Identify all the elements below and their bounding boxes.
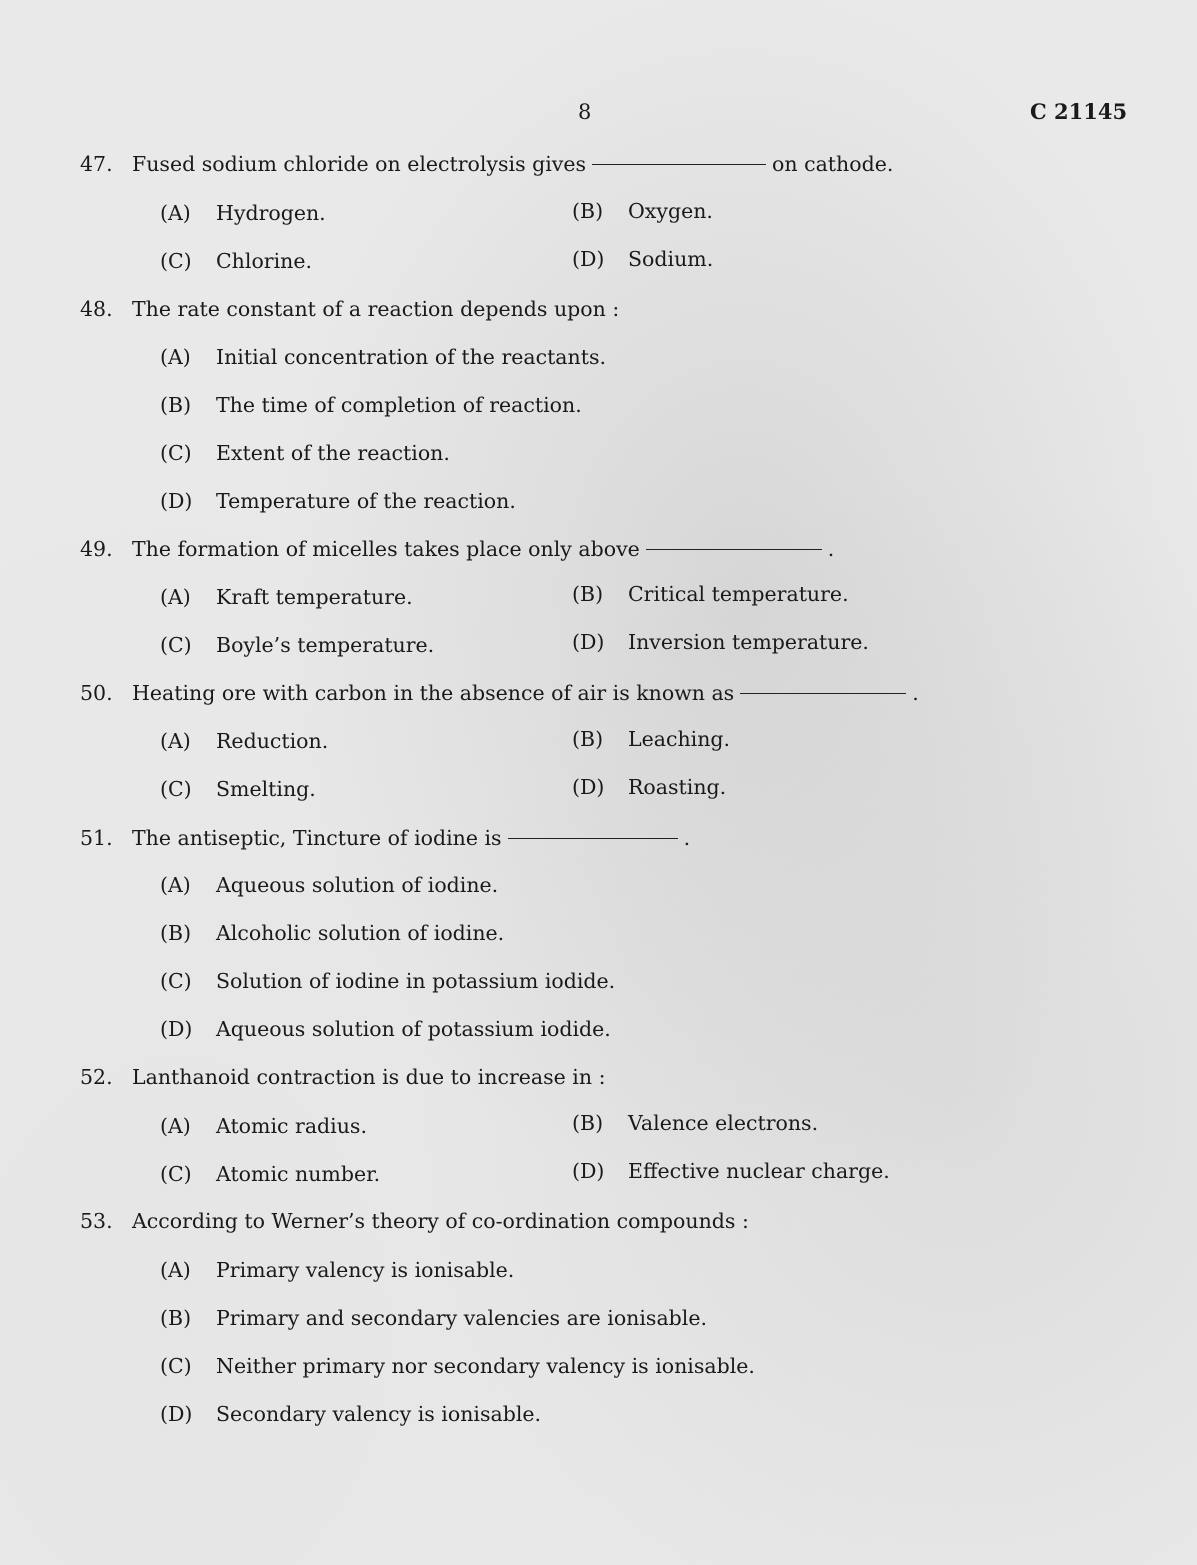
option-d [160, 1017, 611, 1041]
option-text: Boyle’s temperature. [216, 633, 435, 657]
option-text: Chlorine. [216, 249, 312, 273]
option-label: (D) [160, 1017, 193, 1041]
option-a [160, 873, 498, 897]
option-d [572, 247, 713, 271]
option-d [160, 489, 516, 513]
question-number: 49. [80, 537, 113, 561]
question-text: According to Werner’s theory of co-ordination compounds : [132, 1209, 749, 1233]
question-text: Lanthanoid contraction is due to increase in : [132, 1065, 606, 1089]
option-a [160, 729, 328, 753]
question-number: 52. [80, 1065, 113, 1089]
option-text: Effective nuclear charge. [628, 1159, 890, 1183]
option-text: Reduction. [216, 729, 329, 753]
option-c [160, 969, 615, 993]
question-number: 47. [80, 152, 113, 176]
option-d [572, 1159, 890, 1183]
option-label: (B) [160, 393, 192, 417]
option-text: Kraft temperature. [216, 585, 413, 609]
option-label: (B) [160, 1306, 192, 1330]
option-b [572, 727, 730, 751]
option-b [572, 1111, 818, 1135]
option-label: (A) [160, 201, 191, 225]
option-label: (A) [160, 1258, 191, 1282]
option-label: (A) [160, 729, 191, 753]
answer-blank [740, 692, 906, 694]
question-text: Heating ore with carbon in the absence of air is known as [132, 681, 735, 705]
question-50 [80, 681, 919, 705]
option-c [160, 1162, 380, 1186]
option-label: (C) [160, 633, 192, 657]
question-number: 48. [80, 297, 113, 321]
option-text: The time of completion of reaction. [216, 393, 582, 417]
option-text: Critical temperature. [628, 582, 849, 606]
option-text: Valence electrons. [628, 1111, 819, 1135]
option-label: (C) [160, 1162, 192, 1186]
option-text: Neither primary nor secondary valency is ionisable. [216, 1354, 755, 1378]
question-51 [80, 826, 690, 850]
option-label: (A) [160, 585, 191, 609]
option-a [160, 1114, 367, 1138]
option-text: Roasting. [628, 775, 727, 799]
option-label: (C) [160, 777, 192, 801]
question-47 [80, 152, 893, 176]
option-label: (B) [160, 921, 192, 945]
option-text: Initial concentration of the reactants. [216, 345, 607, 369]
option-text: Hydrogen. [216, 201, 326, 225]
option-b [160, 1306, 707, 1330]
question-number: 51. [80, 826, 113, 850]
option-text: Leaching. [628, 727, 731, 751]
option-b [160, 393, 582, 417]
option-b [572, 199, 713, 223]
option-label: (B) [572, 1111, 604, 1135]
option-label: (D) [572, 247, 605, 271]
paper-code: C 21145 [1030, 99, 1128, 124]
option-label: (D) [572, 775, 605, 799]
option-a [160, 201, 326, 225]
option-text: Extent of the reaction. [216, 441, 450, 465]
question-49 [80, 537, 834, 561]
option-label: (C) [160, 249, 192, 273]
option-d [160, 1402, 541, 1426]
option-text: Atomic radius. [216, 1114, 367, 1138]
option-label: (D) [572, 630, 605, 654]
option-text: Sodium. [628, 247, 714, 271]
option-label: (C) [160, 441, 192, 465]
option-c [160, 249, 312, 273]
option-text: Oxygen. [628, 199, 713, 223]
question-text: Fused sodium chloride on electrolysis gives [132, 152, 587, 176]
question-text: The antiseptic, Tincture of iodine is [132, 826, 502, 850]
option-label: (C) [160, 969, 192, 993]
option-label: (A) [160, 345, 191, 369]
question-text-after: . [683, 826, 691, 850]
question-48 [80, 297, 619, 321]
question-number: 50. [80, 681, 113, 705]
option-text: Atomic number. [216, 1162, 381, 1186]
option-text: Solution of iodine in potassium iodide. [216, 969, 616, 993]
question-text-after: on cathode. [772, 152, 894, 176]
page-number: 8 [578, 100, 592, 124]
option-d [572, 775, 726, 799]
option-label: (A) [160, 1114, 191, 1138]
question-text: The formation of micelles takes place only above [132, 537, 640, 561]
option-c [160, 633, 434, 657]
option-label: (D) [572, 1159, 605, 1183]
option-d [572, 630, 869, 654]
option-a [160, 1258, 514, 1282]
answer-blank [508, 837, 678, 839]
option-label: (D) [160, 489, 193, 513]
option-b [572, 582, 849, 606]
question-text-after: . [827, 537, 835, 561]
option-label: (D) [160, 1402, 193, 1426]
option-label: (B) [572, 199, 604, 223]
option-text: Inversion temperature. [628, 630, 869, 654]
option-c [160, 441, 450, 465]
option-text: Primary valency is ionisable. [216, 1258, 515, 1282]
option-text: Smelting. [216, 777, 316, 801]
option-text: Primary and secondary valencies are ionisable. [216, 1306, 707, 1330]
option-label: (A) [160, 873, 191, 897]
question-53 [80, 1209, 749, 1233]
option-b [160, 921, 504, 945]
question-number: 53. [80, 1209, 113, 1233]
option-label: (B) [572, 727, 604, 751]
option-a [160, 345, 606, 369]
option-text: Aqueous solution of potassium iodide. [216, 1017, 611, 1041]
question-text: The rate constant of a reaction depends upon : [132, 297, 620, 321]
question-text-after: . [912, 681, 919, 705]
option-c [160, 777, 316, 801]
option-text: Temperature of the reaction. [216, 489, 516, 513]
option-text: Aqueous solution of iodine. [216, 873, 499, 897]
option-label: (B) [572, 582, 604, 606]
option-text: Alcoholic solution of iodine. [216, 921, 505, 945]
option-label: (C) [160, 1354, 192, 1378]
option-text: Secondary valency is ionisable. [216, 1402, 542, 1426]
answer-blank [646, 548, 822, 550]
option-c [160, 1354, 755, 1378]
question-52 [80, 1065, 605, 1089]
answer-blank [592, 163, 766, 165]
option-a [160, 585, 413, 609]
